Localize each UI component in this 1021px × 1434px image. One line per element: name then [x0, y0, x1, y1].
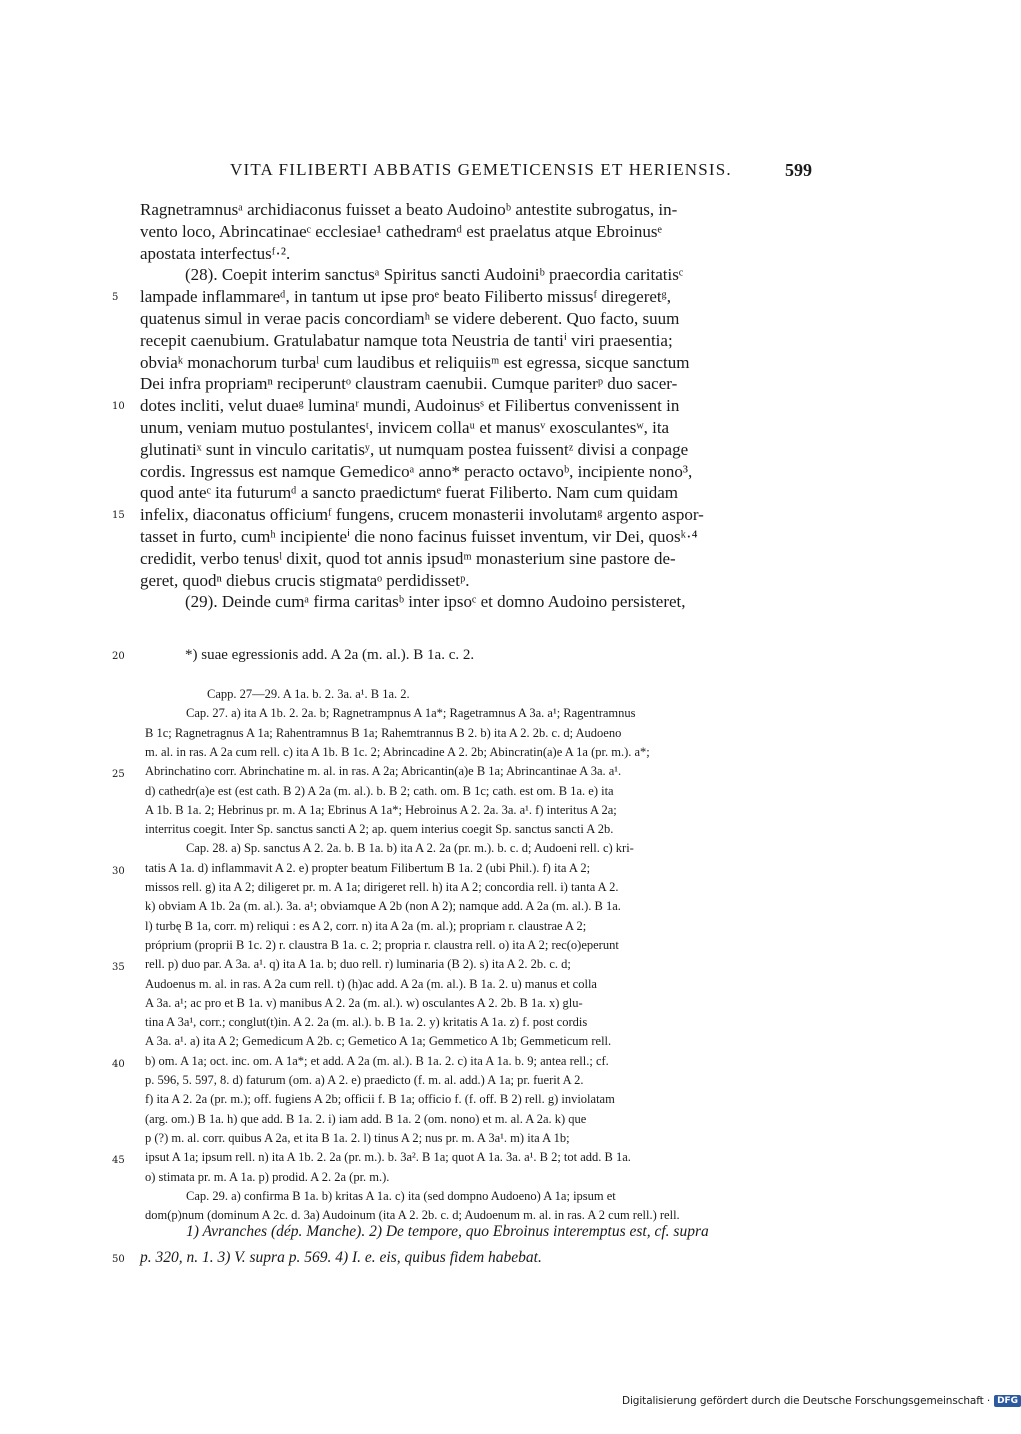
text-line: Dei infra propriamⁿ reciperuntᵒ claustram caenubii. Cumque pariterᵖ duo sacer-: [140, 374, 678, 394]
text-line: Audoenus m. al. in ras. A 2a cum rell. t) (h)ac add. A 2a (m. al.). B 1a. 2. u) manus et colla: [145, 976, 597, 991]
dfg-logo-icon: DFG: [994, 1395, 1021, 1407]
page-header: [140, 160, 812, 184]
text-line: o) stimata pr. m. A 1a. p) prodid. A 2. 2a (pr. m.).: [145, 1169, 390, 1184]
text-line: próprium (proprii B 1c. 2) r. claustra B 1a. c. 2; propria r. claustra rell. o) ita A 2; rec(o)eperunt: [145, 937, 619, 952]
page-number: 599: [785, 160, 812, 180]
text-line: cordis. Ingressus est namque Gemedicoᵃ anno* peracto octavoᵇ, incipiente nono³,: [140, 461, 693, 481]
text-line: f) ita A 2. 2a (pr. m.); off. fugiens A 2b; officii f. B 1a; officio f. (f. off. B 2) rell. g) inviolatam: [145, 1092, 615, 1107]
text-line: tina A 3a¹, corr.; conglut(t)in. A 2. 2a (m. al.). b. B 1a. 2. y) kritatis A 1a. z) f. post cordis: [145, 1015, 588, 1030]
running-title: VITA FILIBERTI ABBATIS GEMETICENSIS ET HERIENSIS.: [230, 160, 732, 179]
text-line: geret, quodⁿ diebus crucis stigmataᵒ perdidissetᵖ.: [140, 570, 470, 590]
text-line: quatenus simul in verae pacis concordiamʰ se videre deberent. Quo facto, suum: [140, 309, 680, 328]
text-line: interritus coegit. Inter Sp. sanctus sancti A 2; ap. quem interius coegit Sp. sanctus sancti A 2b.: [145, 822, 614, 837]
text-line: *) suae egressionis add. A 2a (m. al.). B 1a. c. 2.: [185, 647, 475, 663]
dfg-credit: [622, 1395, 1021, 1407]
text-line: dotes incliti, velut duaeᵍ luminaʳ mundi, Audoinusˢ et Filibertus convenissent in: [140, 396, 680, 416]
text-line: (29). Deinde cumᵃ firma caritasᵇ inter ipsoᶜ et domno Audoino persisteret,: [185, 592, 686, 612]
line-number: 5: [112, 292, 119, 304]
text-line: quod anteᶜ ita futurumᵈ a sancto praedictumᵉ fuerat Filiberto. Nam cum quidam: [140, 483, 679, 503]
text-line: ipsut A 1a; ipsum rell. n) ita A 1b. 2. 2a (pr. m.). b. 3a². B 1a; quot A 1a. 3a. a¹. B 2; tot add. B 1a.: [145, 1150, 631, 1165]
text-line: unum, veniam mutuo postulantesᵗ, invicem collaᵘ et manusᵛ exosculantesʷ, ita: [140, 418, 670, 437]
line-number: 30: [112, 865, 125, 877]
text-line: k) obviam A 1b. 2a (m. al.). 3a. a¹; obviamque A 2b (non A 2); namque add. A 2a (m. al.). B 1a.: [145, 899, 621, 914]
line-number: 10: [112, 401, 125, 413]
text-line: Cap. 27. a) ita A 1b. 2. 2a. b; Ragnetrampnus A 1a*; Ragetramnus A 3a. a¹; Ragentramnus: [186, 706, 636, 721]
text-line: p. 320, n. 1. 3) V. supra p. 569. 4) I. e. eis, quibus fidem habebat.: [140, 1249, 542, 1266]
text-line: recepit caenubium. Gratulabatur namque tota Neustria de tantiⁱ viri praesentia;: [140, 330, 673, 350]
text-line: tatis A 1a. d) inflammavit A 2. e) propter beatum Filibertum B 1a. 2 (ubi Phil.). f) ita A 2;: [145, 860, 591, 875]
text-line: Capp. 27—29. A 1a. b. 2. 3a. a¹. B 1a. 2.: [207, 687, 410, 701]
text-line: l) turbę B 1a, corr. m) reliqui : es A 2, corr. n) ita A 2a (m. al.); propriam r. claustrae A 2;: [145, 918, 587, 933]
text-line: apostata interfectusᶠ·².: [140, 243, 291, 263]
text-line: A 3a. a¹; ac pro et B 1a. v) manibus A 2. 2a (m. al.). w) osculantes A 2. 2b. B 1a. x) glu-: [145, 995, 583, 1010]
text-line: 1) Avranches (dép. Manche). 2) De tempore, quo Ebroinus interemptus est, cf. supra: [186, 1223, 709, 1240]
text-line: (28). Coepit interim sanctusᵃ Spiritus sancti Audoiniᵇ praecordia caritatisᶜ: [185, 265, 684, 285]
text-line: A 1b. B 1a. 2; Hebrinus pr. m. A 1a; Ebrinus A 1a*; Hebroinus A 2. 2a. 3a. a¹. f) interitus A 2a;: [145, 802, 617, 817]
text-line: Abrinchatino corr. Abrinchatine m. al. in ras. A 2a; Abricantin(a)e B 1a; Abrincantinae A 3a. a¹.: [145, 764, 622, 779]
text-line: dom(p)num (dominum A 2c. d. 3a) Audoinum (ita A 2. 2b. c. d; Audoenum m. al. in ras. A 2 cum rell.) rell.: [145, 1208, 680, 1223]
text-line: Cap. 28. a) Sp. sanctus A 2. 2a. b. B 1a. b) ita A 2. 2a (pr. m.). b. c. d; Audoeni rell. c) kri-: [186, 841, 634, 856]
line-number: 35: [112, 962, 125, 974]
line-number: 25: [112, 769, 125, 781]
text-line: b) om. A 1a; oct. inc. om. A 1a*; et add. A 2a (m. al.). B 1a. 2. c) ita A 1a. b. 9; antea rell.; cf.: [145, 1053, 609, 1068]
text-line: Cap. 29. a) confirma B 1a. b) kritas A 1a. c) ita (sed dompno Audoeno) A 1a; ipsum et: [186, 1188, 616, 1203]
text-line: tasset in furto, cumʰ incipienteⁱ die nono facinus fuisset inventum, vir Dei, quosᵏ·⁴: [140, 527, 698, 546]
text-line: obviaᵏ monachorum turbaˡ cum laudibus et reliquiisᵐ est egressa, sicque sanctum: [140, 352, 690, 372]
text-line: rell. p) duo par. A 3a. a¹. q) ita A 1a. b; duo rell. r) luminaria (B 2). s) ita A 2. 2b. c. d;: [145, 957, 571, 972]
line-number: 50: [112, 1254, 125, 1265]
text-line: vento loco, Abrincatinaeᶜ ecclesiae¹ cathedramᵈ est praelatus atque Ebroinusᵉ: [140, 221, 662, 241]
text-line: p. 596, 5. 597, 8. d) faturum (om. a) A 2. e) praedicto (f. m. al. add.) A 1a; pr. fuerit A 2.: [145, 1073, 584, 1087]
text-line: A 3a. a¹. a) ita A 2; Gemedicum A 2b. c; Gemetico A 1a; Gemmetico A 1b; Gemmeticum rell.: [145, 1034, 612, 1049]
text-line: glutinatiˣ sunt in vinculo caritatisʸ, ut numquam postea fuissentᶻ divisi a conpage: [140, 439, 689, 459]
text-line: p (?) m. al. corr. quibus A 2a, et ita B 1a. 2. l) tinus A 2; nus pr. m. A 3a¹. m) ita A 1b;: [145, 1130, 570, 1145]
text-line: m. al. in ras. A 2a cum rell. c) ita A 1b. B 1c. 2; Abrincadine A 2. 2b; Abincratin(a)e A 1a (pr. m.). a*;: [145, 744, 650, 759]
line-number: 45: [112, 1155, 125, 1167]
text-line: Ragnetramnusᵃ archidiaconus fuisset a beato Audoinoᵇ antestite subrogatus, in-: [140, 200, 678, 219]
line-number: 40: [112, 1058, 125, 1070]
line-number: 20: [112, 651, 125, 662]
text-line: (arg. om.) B 1a. h) que add. B 1a. 2. i) iam add. B 1a. 2 (om. nono) et m. al. A 2a. k) que: [145, 1111, 587, 1126]
text-line: lampade inflammareᵈ, in tantum ut ipse proᵉ beato Filiberto missusᶠ diregeretᵍ,: [140, 287, 672, 307]
text-line: missos rell. g) ita A 2; diligeret pr. m. A 1a; dirigeret rell. h) ita A 2; concordia rell. i) tanta A 2.: [145, 880, 619, 894]
text-line: credidit, verbo tenusˡ dixit, quod tot annis ipsudᵐ monasterium sine pastore de-: [140, 548, 676, 568]
text-line: infelix, diaconatus officiumᶠ fungens, crucem monasterii involutamᵍ argento aspor-: [140, 505, 704, 525]
credit-text: Digitalisierung gefördert durch die Deutsche Forschungsgemeinschaft ·: [622, 1395, 991, 1407]
line-number: 15: [112, 510, 125, 522]
text-line: B 1c; Ragnetragnus A 1a; Rahentramnus B 1a; Rahemtrannus B 2. b) ita A 2. 2b. c. d; Audoeno: [145, 725, 622, 740]
text-line: d) cathedr(a)e est (est cath. B 2) A 2a (m. al.). b. B 2; cath. om. B 1c; cath. est om. B 1a. e) ita: [145, 783, 614, 798]
